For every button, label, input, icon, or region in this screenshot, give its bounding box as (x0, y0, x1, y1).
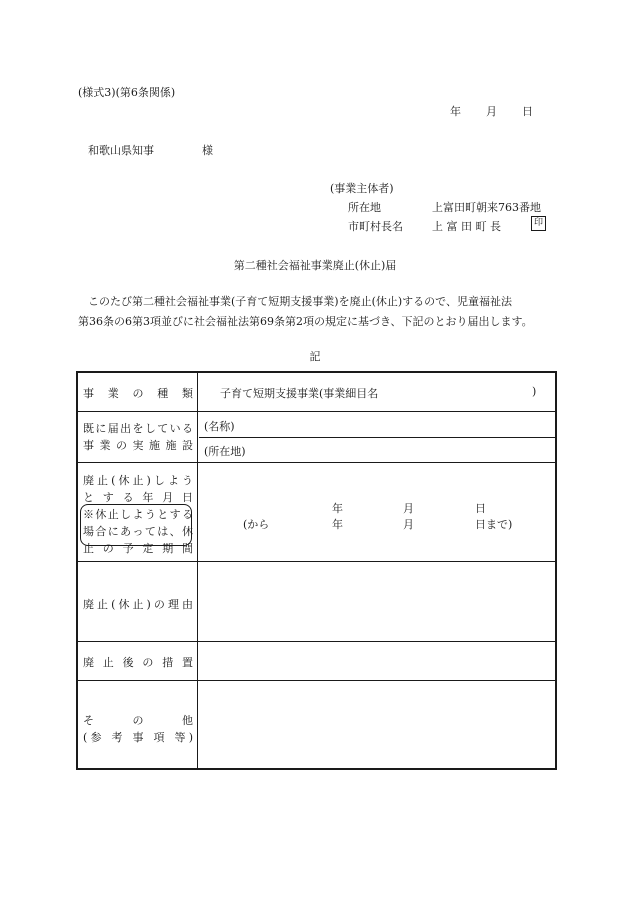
date-month: 月 (486, 105, 497, 118)
date-day: 日 (522, 105, 533, 118)
row-divider (78, 462, 555, 463)
applicant-name-row (348, 218, 501, 234)
other-label-line-1: そ の 他 (83, 714, 193, 727)
until-day-field[interactable]: 日まで) (475, 518, 513, 531)
date-note-line-2: 場合にあっては、休 (83, 525, 193, 538)
period-from-label: (から (243, 518, 270, 531)
other-label-line-2: (参 考 事 項 等) (83, 731, 193, 744)
submission-date (450, 103, 533, 119)
addressee (88, 142, 213, 158)
body-line-2: 第36条の6第3項並びに社会福祉法第69条第2項の規定に基づき、下記のとおり届出します。 (78, 315, 533, 328)
until-month-field[interactable]: 月 (403, 518, 414, 531)
date-year-field[interactable]: 年 (332, 502, 343, 515)
date-note-line-3: 止 の 予 定 期 間 (83, 542, 193, 555)
reason-label: 廃止(休止)の理由 (83, 598, 193, 611)
date-year: 年 (450, 105, 461, 118)
facility-label-line-1: 既に届出をしている (83, 422, 193, 435)
date-label-line-2: と す る 年 月 日 (83, 491, 193, 504)
date-day-field[interactable]: 日 (475, 502, 486, 515)
row-divider (78, 641, 555, 642)
facility-name-field[interactable]: (名称) (204, 420, 235, 433)
date-label-line-1: 廃止(休止)しよう (83, 474, 193, 487)
addressee-honorific: 様 (202, 144, 213, 157)
business-type-label: 事 業 の 種 類 (83, 387, 193, 400)
until-year-field[interactable]: 年 (332, 518, 343, 531)
applicant-address-value: 上富田町朝来763番地 (432, 201, 541, 214)
applicant-address-label: 所在地 (348, 201, 381, 214)
row-divider (78, 680, 555, 681)
facility-address-field[interactable]: (所在地) (204, 445, 246, 458)
notification-body (78, 292, 563, 332)
body-line-1: このたび第二種社会福祉事業(子育て短期支援事業)を廃止(休止)するので、児童福祉法 (88, 295, 512, 308)
business-type-value: 子育て短期支援事業(事業細目名 (220, 387, 379, 400)
row-divider (199, 437, 555, 438)
facility-label-line-2: 事 業 の 実 施 施 設 (83, 439, 193, 452)
business-type-close: ) (532, 385, 537, 398)
addressee-name: 和歌山県知事 (88, 144, 154, 157)
form-number: (様式3)(第6条関係) (78, 86, 176, 99)
applicant-name-value: 上 富 田 町 長 (432, 220, 501, 233)
date-month-field[interactable]: 月 (403, 502, 414, 515)
row-divider (78, 561, 555, 562)
row-divider (78, 411, 555, 412)
date-note-line-1: ※休止しようとする (83, 508, 193, 521)
applicant-name-label: 市町村長名 (348, 220, 403, 233)
notification-form-table (76, 371, 557, 770)
measures-label: 廃 止 後 の 措 置 (83, 656, 193, 669)
ki-marker: 記 (309, 350, 321, 363)
applicant-heading: (事業主体者) (330, 182, 394, 195)
document-title: 第二種社会福祉事業廃止(休止)届 (233, 259, 397, 272)
seal-stamp-box: 印 (531, 216, 546, 231)
applicant-address-row (348, 199, 541, 215)
label-column-divider (197, 373, 198, 768)
